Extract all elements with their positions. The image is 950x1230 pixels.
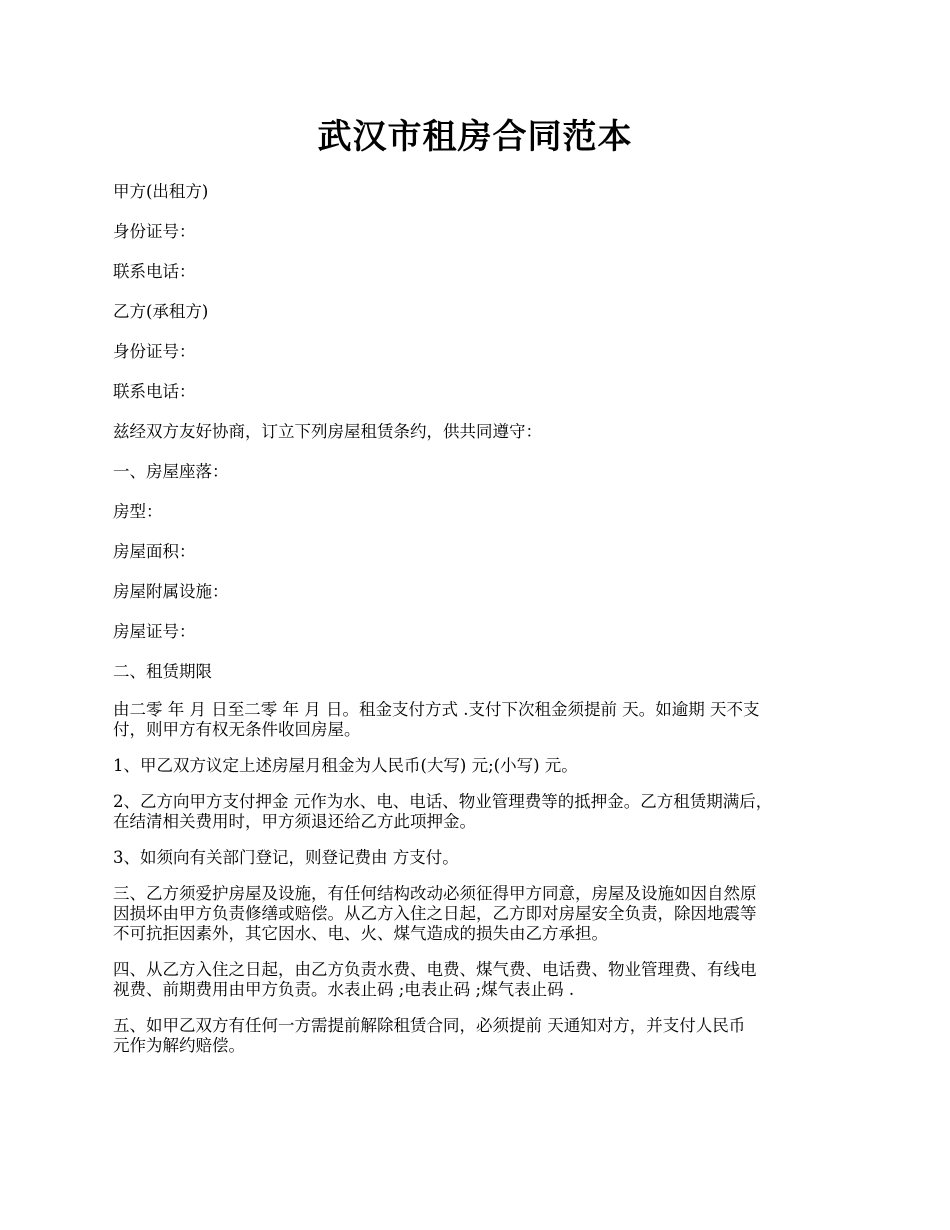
lease-period-paragraph (113, 700, 843, 740)
party-b-phone: 联系电话： (113, 382, 196, 401)
paragraph-line: 1、甲乙双方议定上述房屋月租金为人民币(大写) 元;(小写) 元。 (113, 756, 578, 775)
paragraph-line: 由二零 年 月 日至二零 年 月 日。租金支付方式 .支付下次租金须提前 天。如逾期 天不支 (113, 700, 760, 719)
house-area: 房屋面积： (113, 542, 196, 561)
clause-1-rent (113, 756, 843, 776)
section-5-termination (113, 1016, 843, 1056)
party-b-heading: 乙方(承租方) (113, 302, 209, 321)
paragraph-line: 因损坏由甲方负责修缮或赔偿。从乙方入住之日起，乙方即对房屋安全负责，除因地震等 (113, 904, 757, 923)
clause-2-deposit (113, 792, 843, 832)
paragraph-line: 3、如须向有关部门登记，则登记费由 方支付。 (113, 848, 459, 867)
paragraph-line: 付，则甲方有权无条件收回房屋。 (113, 720, 361, 739)
clause-3-registration (113, 848, 843, 868)
party-a-id-number: 身份证号： (113, 222, 196, 241)
house-facilities: 房屋附属设施： (113, 582, 229, 601)
house-type: 房型： (113, 502, 163, 521)
paragraph-line: 四、从乙方入住之日起，由乙方负责水费、电费、煤气费、电话费、物业管理费、有线电 (113, 960, 757, 979)
paragraph-line: 元作为解约赔偿。 (113, 1036, 245, 1055)
document-body (113, 180, 843, 1072)
party-a-phone: 联系电话： (113, 262, 196, 281)
paragraph-line: 2、乙方向甲方支付押金 元作为水、电、电话、物业管理费等的抵押金。乙方租赁期满后， (113, 792, 773, 811)
paragraph-line: 视费、前期费用由甲方负责。水表止码 ;电表止码 ;煤气表止码 . (113, 980, 575, 999)
paragraph-line: 不可抗拒因素外，其它因水、电、火、煤气造成的损失由乙方承担。 (113, 924, 608, 943)
section-2-lease-term: 二、租赁期限 (113, 662, 212, 681)
paragraph-line: 三、乙方须爱护房屋及设施，有任何结构改动必须征得甲方同意，房屋及设施如因自然原 (113, 884, 757, 903)
paragraph-line: 在结清相关费用时，甲方须退还给乙方此项押金。 (113, 812, 476, 831)
paragraph-line: 五、如甲乙双方有任何一方需提前解除租赁合同，必须提前 天通知对方，并支付人民币 (113, 1016, 746, 1035)
party-a-heading: 甲方(出租方) (113, 182, 209, 201)
section-4-utilities (113, 960, 843, 1000)
section-1-location: 一、房屋座落： (113, 462, 229, 481)
section-3-maintenance (113, 884, 843, 944)
party-b-id-number: 身份证号： (113, 342, 196, 361)
document-title: 武汉市租房合同范本 (317, 117, 633, 157)
agreement-intro: 兹经双方友好协商，订立下列房屋租赁条约，供共同遵守： (113, 422, 542, 441)
house-certificate-number: 房屋证号： (113, 622, 196, 641)
